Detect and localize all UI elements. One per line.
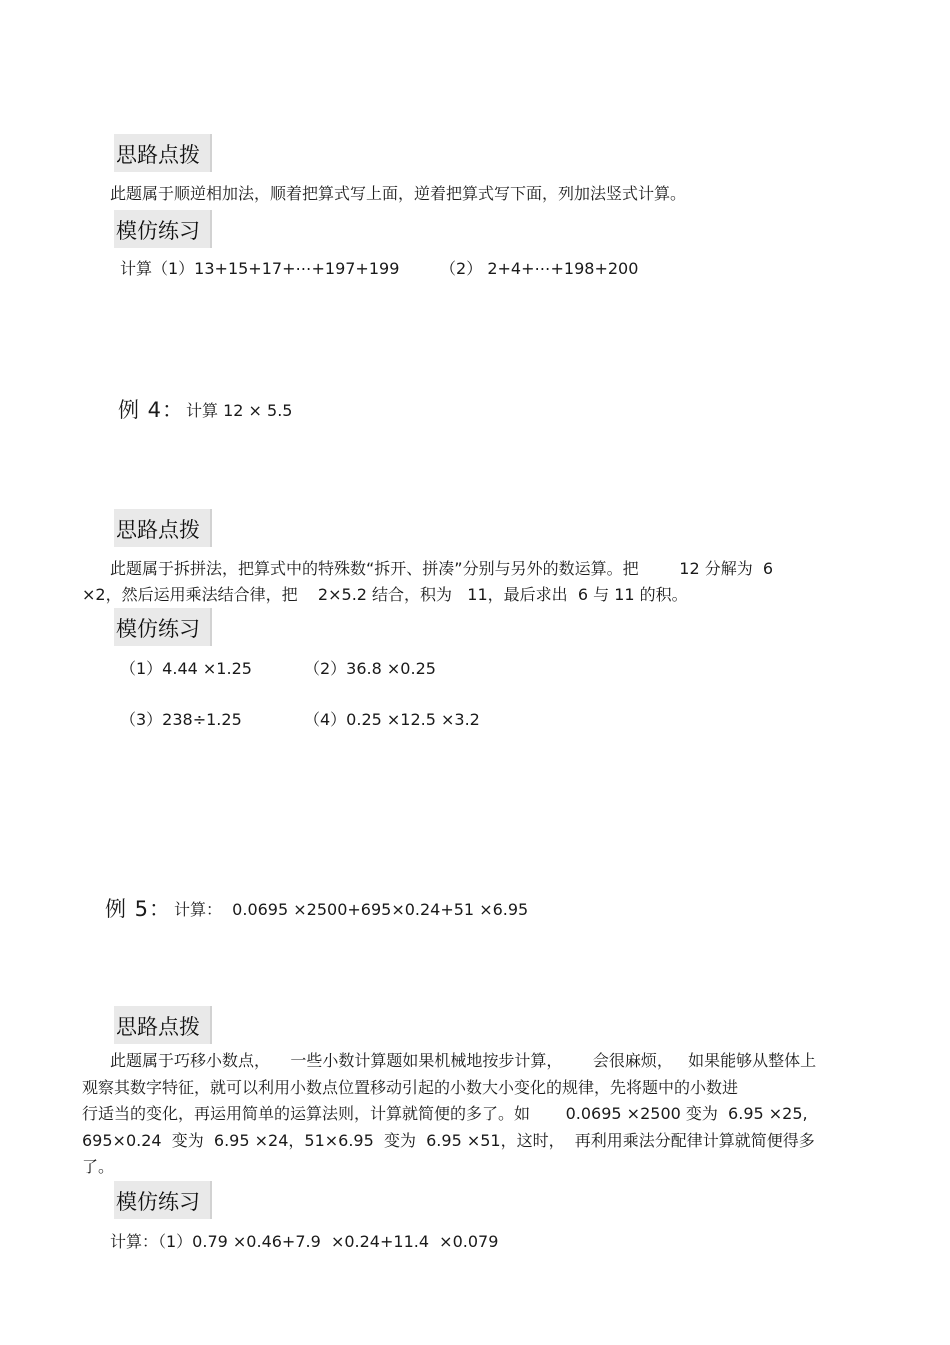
- practice-problems: 计算（1）13+15+17+⋯+197+199 （2） 2+4+⋯+198+200: [120, 259, 639, 278]
- hint-paragraph: [82, 1048, 882, 1181]
- hint-text-line: 观察其数字特征，就可以利用小数点位置移动引起的小数大小变化的规律，先将题中的小数进: [82, 1077, 739, 1097]
- practice-item: （4）0.25 ×12.5 ×3.2: [304, 710, 480, 729]
- hint-text-line: 695×0.24 变为 6.95 ×24，51×6.95 变为 6.95 ×51，这时， 再利用乘法分配律计算就简便得多: [82, 1130, 815, 1150]
- example-label: 例 4：: [118, 398, 185, 422]
- hint-text-line: 此题属于巧移小数点， 一些小数计算题如果机械地按步计算， 会很麻烦， 如果能够从整体上: [110, 1051, 817, 1070]
- practice-problems: 计算：（1）0.79 ×0.46+7.9 ×0.24+11.4 ×0.079: [110, 1232, 499, 1251]
- practice-header: 模仿练习: [114, 1181, 212, 1219]
- hint-text-line: 此题属于拆拼法，把算式中的特殊数“拆开、拼凑”分别与另外的数运算。把 12 分解为 6: [110, 559, 774, 578]
- practice-header: 模仿练习: [114, 608, 212, 646]
- hint-text-line: ×2，然后运用乘法结合律，把 2×5.2 结合，积为 11，最后求出 6 与 11 的积。: [82, 585, 688, 604]
- hint-header: 思路点拨: [114, 134, 212, 172]
- hint-header: 思路点拨: [114, 1006, 212, 1044]
- example-label: 例 5：: [105, 897, 172, 921]
- practice-item: （2）36.8 ×0.25: [304, 659, 436, 678]
- hint-text: 此题属于顺逆相加法，顺着把算式写上面，逆着把算式写下面，列加法竖式计算。: [110, 184, 687, 203]
- hint-text-line: 了。: [82, 1157, 115, 1176]
- practice-item: （3）238÷1.25: [120, 710, 242, 729]
- hint-text-line: 行适当的变化，再运用简单的运算法则，计算就简便的多了。如 0.0695 ×2500 变为 6.95 ×25,: [82, 1104, 808, 1123]
- example-problem: 计算 12 × 5.5: [186, 401, 293, 420]
- practice-header: 模仿练习: [114, 210, 212, 248]
- example-problem: 计算： 0.0695 ×2500+695×0.24+51 ×6.95: [174, 900, 529, 919]
- practice-item: （1）4.44 ×1.25: [120, 659, 252, 678]
- hint-header: 思路点拨: [114, 509, 212, 547]
